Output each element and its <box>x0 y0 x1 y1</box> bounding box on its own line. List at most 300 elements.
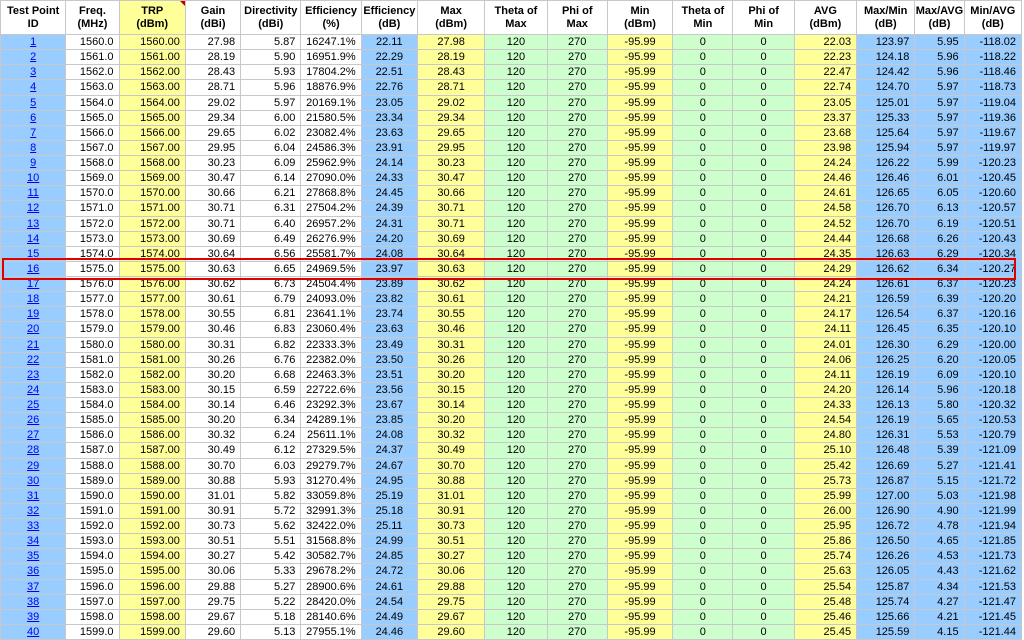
cell-min-avg[interactable]: -119.36 <box>964 110 1021 125</box>
cell-avg[interactable]: 22.03 <box>794 35 856 50</box>
cell-trp[interactable]: 1580.00 <box>119 337 185 352</box>
cell-test-point-id[interactable] <box>1 473 66 488</box>
cell-theta-of-max[interactable]: 120 <box>485 488 547 503</box>
cell-phi-of-max[interactable]: 270 <box>547 156 607 171</box>
cell-theta-of-min[interactable]: 0 <box>673 458 733 473</box>
cell-theta-of-max[interactable]: 120 <box>485 413 547 428</box>
cell-trp[interactable]: 1562.00 <box>119 65 185 80</box>
cell-avg[interactable]: 23.37 <box>794 110 856 125</box>
cell-freq[interactable]: 1572.0 <box>66 216 119 231</box>
cell-min-avg[interactable]: -120.05 <box>964 352 1021 367</box>
cell-freq[interactable]: 1578.0 <box>66 307 119 322</box>
cell-gain[interactable]: 30.71 <box>185 201 240 216</box>
cell-trp[interactable]: 1563.00 <box>119 80 185 95</box>
cell-max-min[interactable]: 126.14 <box>857 382 915 397</box>
cell-phi-of-min[interactable]: 0 <box>733 231 794 246</box>
cell-gain[interactable]: 29.88 <box>185 579 240 594</box>
cell-test-point-id[interactable] <box>1 110 66 125</box>
cell-test-point-id[interactable] <box>1 337 66 352</box>
cell-min-avg[interactable]: -121.98 <box>964 488 1021 503</box>
cell-theta-of-max[interactable]: 120 <box>485 140 547 155</box>
cell-directivity[interactable]: 5.33 <box>241 564 301 579</box>
cell-efficiency-percent[interactable]: 16247.1% <box>301 35 361 50</box>
cell-test-point-id[interactable] <box>1 261 66 276</box>
cell-efficiency-percent[interactable]: 27504.2% <box>301 201 361 216</box>
cell-efficiency-db[interactable]: 23.85 <box>361 413 417 428</box>
cell-trp[interactable]: 1596.00 <box>119 579 185 594</box>
cell-max[interactable]: 30.61 <box>417 292 484 307</box>
test-point-link[interactable]: 9 <box>30 157 37 170</box>
cell-phi-of-max[interactable]: 270 <box>547 534 607 549</box>
cell-theta-of-max[interactable]: 120 <box>485 186 547 201</box>
cell-freq[interactable]: 1589.0 <box>66 473 119 488</box>
cell-efficiency-percent[interactable]: 24093.0% <box>301 292 361 307</box>
cell-max-avg[interactable]: 5.27 <box>915 458 964 473</box>
cell-avg[interactable]: 24.58 <box>794 201 856 216</box>
header-min[interactable] <box>607 1 672 35</box>
cell-min[interactable]: -95.99 <box>607 382 672 397</box>
cell-theta-of-max[interactable]: 120 <box>485 382 547 397</box>
cell-freq[interactable]: 1582.0 <box>66 367 119 382</box>
cell-gain[interactable]: 29.34 <box>185 110 240 125</box>
cell-min[interactable]: -95.99 <box>607 277 672 292</box>
cell-test-point-id[interactable] <box>1 458 66 473</box>
cell-avg[interactable]: 25.54 <box>794 579 856 594</box>
cell-directivity[interactable]: 6.49 <box>241 231 301 246</box>
cell-gain[interactable]: 30.71 <box>185 216 240 231</box>
cell-theta-of-max[interactable]: 120 <box>485 125 547 140</box>
cell-avg[interactable]: 24.54 <box>794 413 856 428</box>
test-point-link[interactable]: 3 <box>30 66 37 79</box>
cell-test-point-id[interactable] <box>1 428 66 443</box>
cell-trp[interactable]: 1579.00 <box>119 322 185 337</box>
cell-efficiency-db[interactable]: 24.33 <box>361 171 417 186</box>
cell-min-avg[interactable]: -120.45 <box>964 171 1021 186</box>
cell-efficiency-db[interactable]: 24.08 <box>361 246 417 261</box>
cell-min-avg[interactable]: -121.62 <box>964 564 1021 579</box>
cell-theta-of-max[interactable]: 120 <box>485 503 547 518</box>
cell-min-avg[interactable]: -120.18 <box>964 382 1021 397</box>
cell-avg[interactable]: 25.45 <box>794 624 856 639</box>
cell-min[interactable]: -95.99 <box>607 65 672 80</box>
cell-min[interactable]: -95.99 <box>607 473 672 488</box>
cell-max-min[interactable]: 123.97 <box>857 35 915 50</box>
cell-test-point-id[interactable] <box>1 609 66 624</box>
cell-theta-of-min[interactable]: 0 <box>673 95 733 110</box>
cell-avg[interactable]: 24.52 <box>794 216 856 231</box>
cell-phi-of-max[interactable]: 270 <box>547 458 607 473</box>
cell-min-avg[interactable]: -121.53 <box>964 579 1021 594</box>
cell-phi-of-max[interactable]: 270 <box>547 428 607 443</box>
cell-theta-of-max[interactable]: 120 <box>485 80 547 95</box>
cell-phi-of-max[interactable]: 270 <box>547 171 607 186</box>
cell-efficiency-db[interactable]: 23.67 <box>361 398 417 413</box>
cell-trp[interactable]: 1589.00 <box>119 473 185 488</box>
cell-efficiency-db[interactable]: 24.39 <box>361 201 417 216</box>
cell-efficiency-percent[interactable]: 27329.5% <box>301 443 361 458</box>
cell-max[interactable]: 30.26 <box>417 352 484 367</box>
test-point-link[interactable]: 38 <box>27 595 40 608</box>
cell-max[interactable]: 30.31 <box>417 337 484 352</box>
cell-min[interactable]: -95.99 <box>607 534 672 549</box>
test-point-link[interactable]: 27 <box>27 429 40 442</box>
cell-trp[interactable]: 1573.00 <box>119 231 185 246</box>
cell-theta-of-min[interactable]: 0 <box>673 443 733 458</box>
cell-min[interactable]: -95.99 <box>607 216 672 231</box>
cell-min[interactable]: -95.99 <box>607 201 672 216</box>
cell-theta-of-max[interactable]: 120 <box>485 579 547 594</box>
cell-freq[interactable]: 1597.0 <box>66 594 119 609</box>
cell-gain[interactable]: 30.73 <box>185 519 240 534</box>
cell-test-point-id[interactable] <box>1 125 66 140</box>
cell-gain[interactable]: 30.69 <box>185 231 240 246</box>
cell-gain[interactable]: 30.88 <box>185 473 240 488</box>
cell-min[interactable]: -95.99 <box>607 609 672 624</box>
cell-trp[interactable]: 1582.00 <box>119 367 185 382</box>
cell-avg[interactable]: 24.20 <box>794 382 856 397</box>
cell-directivity[interactable]: 5.97 <box>241 95 301 110</box>
cell-freq[interactable]: 1596.0 <box>66 579 119 594</box>
cell-phi-of-min[interactable]: 0 <box>733 201 794 216</box>
cell-directivity[interactable]: 6.12 <box>241 443 301 458</box>
test-point-link[interactable]: 10 <box>27 172 40 185</box>
cell-trp[interactable]: 1570.00 <box>119 186 185 201</box>
cell-efficiency-percent[interactable]: 28420.0% <box>301 594 361 609</box>
cell-max[interactable]: 30.49 <box>417 443 484 458</box>
cell-theta-of-max[interactable]: 120 <box>485 261 547 276</box>
cell-freq[interactable]: 1575.0 <box>66 261 119 276</box>
test-point-link[interactable]: 32 <box>27 504 40 517</box>
test-point-link[interactable]: 26 <box>27 414 40 427</box>
cell-theta-of-min[interactable]: 0 <box>673 488 733 503</box>
cell-max-min[interactable]: 126.46 <box>857 171 915 186</box>
cell-trp[interactable]: 1590.00 <box>119 488 185 503</box>
cell-efficiency-db[interactable]: 23.63 <box>361 322 417 337</box>
cell-avg[interactable]: 22.23 <box>794 50 856 65</box>
cell-efficiency-db[interactable]: 24.20 <box>361 231 417 246</box>
cell-gain[interactable]: 30.47 <box>185 171 240 186</box>
cell-trp[interactable]: 1574.00 <box>119 246 185 261</box>
cell-theta-of-min[interactable]: 0 <box>673 609 733 624</box>
cell-trp[interactable]: 1578.00 <box>119 307 185 322</box>
cell-max-min[interactable]: 126.45 <box>857 322 915 337</box>
cell-min-avg[interactable]: -121.73 <box>964 549 1021 564</box>
test-point-link[interactable]: 40 <box>27 625 40 638</box>
test-point-link[interactable]: 29 <box>27 459 40 472</box>
cell-phi-of-max[interactable]: 270 <box>547 140 607 155</box>
header-max-min[interactable] <box>857 1 915 35</box>
cell-phi-of-max[interactable]: 270 <box>547 609 607 624</box>
cell-directivity[interactable]: 6.40 <box>241 216 301 231</box>
cell-phi-of-max[interactable]: 270 <box>547 322 607 337</box>
cell-theta-of-min[interactable]: 0 <box>673 201 733 216</box>
cell-phi-of-min[interactable]: 0 <box>733 171 794 186</box>
test-point-link[interactable]: 16 <box>27 262 40 275</box>
cell-directivity[interactable]: 5.42 <box>241 549 301 564</box>
header-theta-of-min[interactable] <box>673 1 733 35</box>
cell-phi-of-max[interactable]: 270 <box>547 398 607 413</box>
cell-directivity[interactable]: 6.73 <box>241 277 301 292</box>
cell-phi-of-min[interactable]: 0 <box>733 246 794 261</box>
cell-max[interactable]: 30.46 <box>417 322 484 337</box>
cell-max[interactable]: 30.88 <box>417 473 484 488</box>
cell-trp[interactable]: 1568.00 <box>119 156 185 171</box>
cell-trp[interactable]: 1565.00 <box>119 110 185 125</box>
cell-max-min[interactable]: 126.19 <box>857 413 915 428</box>
cell-min-avg[interactable]: -120.20 <box>964 292 1021 307</box>
cell-efficiency-percent[interactable]: 26276.9% <box>301 231 361 246</box>
cell-gain[interactable]: 31.01 <box>185 488 240 503</box>
test-point-link[interactable]: 23 <box>27 368 40 381</box>
cell-max-avg[interactable]: 4.53 <box>915 549 964 564</box>
cell-theta-of-min[interactable]: 0 <box>673 246 733 261</box>
cell-phi-of-min[interactable]: 0 <box>733 322 794 337</box>
cell-max[interactable]: 29.88 <box>417 579 484 594</box>
cell-min[interactable]: -95.99 <box>607 352 672 367</box>
test-point-link[interactable]: 36 <box>27 565 40 578</box>
cell-gain[interactable]: 30.26 <box>185 352 240 367</box>
cell-efficiency-percent[interactable]: 32991.3% <box>301 503 361 518</box>
cell-phi-of-max[interactable]: 270 <box>547 337 607 352</box>
cell-phi-of-max[interactable]: 270 <box>547 579 607 594</box>
cell-theta-of-min[interactable]: 0 <box>673 382 733 397</box>
test-point-link[interactable]: 6 <box>30 111 37 124</box>
cell-efficiency-percent[interactable]: 33059.8% <box>301 488 361 503</box>
cell-freq[interactable]: 1586.0 <box>66 428 119 443</box>
cell-directivity[interactable]: 5.72 <box>241 503 301 518</box>
cell-test-point-id[interactable] <box>1 488 66 503</box>
cell-theta-of-max[interactable]: 120 <box>485 65 547 80</box>
cell-trp[interactable]: 1585.00 <box>119 413 185 428</box>
cell-theta-of-max[interactable]: 120 <box>485 95 547 110</box>
cell-efficiency-percent[interactable]: 29678.2% <box>301 564 361 579</box>
cell-max-avg[interactable]: 5.96 <box>915 382 964 397</box>
cell-phi-of-max[interactable]: 270 <box>547 519 607 534</box>
cell-directivity[interactable]: 6.46 <box>241 398 301 413</box>
cell-trp[interactable]: 1599.00 <box>119 624 185 639</box>
cell-efficiency-db[interactable]: 24.61 <box>361 579 417 594</box>
cell-efficiency-db[interactable]: 23.50 <box>361 352 417 367</box>
test-point-link[interactable]: 14 <box>27 232 40 245</box>
cell-theta-of-max[interactable]: 120 <box>485 337 547 352</box>
cell-max-avg[interactable]: 6.39 <box>915 292 964 307</box>
cell-efficiency-percent[interactable]: 24586.3% <box>301 140 361 155</box>
cell-min-avg[interactable]: -119.67 <box>964 125 1021 140</box>
cell-theta-of-max[interactable]: 120 <box>485 307 547 322</box>
cell-efficiency-db[interactable]: 23.89 <box>361 277 417 292</box>
cell-efficiency-db[interactable]: 24.49 <box>361 609 417 624</box>
cell-max-min[interactable]: 126.90 <box>857 503 915 518</box>
cell-phi-of-max[interactable]: 270 <box>547 201 607 216</box>
cell-trp[interactable]: 1560.00 <box>119 35 185 50</box>
cell-min[interactable]: -95.99 <box>607 292 672 307</box>
cell-gain[interactable]: 30.61 <box>185 292 240 307</box>
cell-min-avg[interactable]: -118.22 <box>964 50 1021 65</box>
cell-avg[interactable]: 24.11 <box>794 322 856 337</box>
test-point-link[interactable]: 12 <box>27 202 40 215</box>
header-max-avg[interactable] <box>915 1 964 35</box>
cell-freq[interactable]: 1566.0 <box>66 125 119 140</box>
cell-efficiency-percent[interactable]: 16951.9% <box>301 50 361 65</box>
cell-max-min[interactable]: 126.19 <box>857 367 915 382</box>
cell-max-min[interactable]: 126.22 <box>857 156 915 171</box>
cell-trp[interactable]: 1576.00 <box>119 277 185 292</box>
cell-avg[interactable]: 24.46 <box>794 171 856 186</box>
cell-avg[interactable]: 25.46 <box>794 609 856 624</box>
cell-min[interactable]: -95.99 <box>607 413 672 428</box>
header-gain[interactable] <box>185 1 240 35</box>
cell-max-avg[interactable]: 6.20 <box>915 352 964 367</box>
cell-max-min[interactable]: 126.30 <box>857 337 915 352</box>
cell-theta-of-min[interactable]: 0 <box>673 519 733 534</box>
cell-efficiency-db[interactable]: 24.46 <box>361 624 417 639</box>
cell-test-point-id[interactable] <box>1 95 66 110</box>
cell-theta-of-max[interactable]: 120 <box>485 292 547 307</box>
cell-efficiency-percent[interactable]: 27955.1% <box>301 624 361 639</box>
cell-phi-of-min[interactable]: 0 <box>733 307 794 322</box>
cell-trp[interactable]: 1592.00 <box>119 519 185 534</box>
cell-phi-of-max[interactable]: 270 <box>547 503 607 518</box>
cell-theta-of-max[interactable]: 120 <box>485 35 547 50</box>
cell-max-min[interactable]: 125.66 <box>857 609 915 624</box>
cell-max[interactable]: 30.64 <box>417 246 484 261</box>
cell-max-min[interactable]: 125.87 <box>857 579 915 594</box>
cell-gain[interactable]: 30.70 <box>185 458 240 473</box>
cell-theta-of-min[interactable]: 0 <box>673 413 733 428</box>
cell-max[interactable]: 31.01 <box>417 488 484 503</box>
header-phi-of-min[interactable] <box>733 1 794 35</box>
cell-min-avg[interactable]: -121.45 <box>964 609 1021 624</box>
cell-test-point-id[interactable] <box>1 156 66 171</box>
cell-max[interactable]: 30.32 <box>417 428 484 443</box>
cell-min-avg[interactable]: -120.79 <box>964 428 1021 443</box>
cell-gain[interactable]: 30.63 <box>185 261 240 276</box>
cell-efficiency-percent[interactable]: 31270.4% <box>301 473 361 488</box>
cell-phi-of-min[interactable]: 0 <box>733 473 794 488</box>
test-point-link[interactable]: 13 <box>27 217 40 230</box>
cell-min[interactable]: -95.99 <box>607 594 672 609</box>
cell-avg[interactable]: 24.24 <box>794 156 856 171</box>
cell-max[interactable]: 28.19 <box>417 50 484 65</box>
cell-test-point-id[interactable] <box>1 367 66 382</box>
cell-max-avg[interactable]: 5.97 <box>915 140 964 155</box>
cell-theta-of-max[interactable]: 120 <box>485 624 547 639</box>
cell-avg[interactable]: 25.86 <box>794 534 856 549</box>
cell-test-point-id[interactable] <box>1 307 66 322</box>
cell-theta-of-min[interactable]: 0 <box>673 352 733 367</box>
cell-min[interactable]: -95.99 <box>607 458 672 473</box>
cell-phi-of-min[interactable]: 0 <box>733 534 794 549</box>
cell-max-min[interactable]: 126.05 <box>857 564 915 579</box>
cell-test-point-id[interactable] <box>1 50 66 65</box>
cell-directivity[interactable]: 6.82 <box>241 337 301 352</box>
cell-max-avg[interactable]: 5.97 <box>915 80 964 95</box>
cell-efficiency-percent[interactable]: 23060.4% <box>301 322 361 337</box>
cell-gain[interactable]: 30.20 <box>185 413 240 428</box>
cell-efficiency-db[interactable]: 25.18 <box>361 503 417 518</box>
cell-phi-of-max[interactable]: 270 <box>547 473 607 488</box>
cell-theta-of-min[interactable]: 0 <box>673 125 733 140</box>
cell-gain[interactable]: 28.19 <box>185 50 240 65</box>
cell-freq[interactable]: 1593.0 <box>66 534 119 549</box>
cell-max[interactable]: 30.20 <box>417 367 484 382</box>
cell-avg[interactable]: 25.63 <box>794 564 856 579</box>
cell-max-avg[interactable]: 5.99 <box>915 156 964 171</box>
cell-efficiency-db[interactable]: 22.11 <box>361 35 417 50</box>
cell-efficiency-percent[interactable]: 25611.1% <box>301 428 361 443</box>
cell-max[interactable]: 30.69 <box>417 231 484 246</box>
cell-max-avg[interactable]: 5.96 <box>915 65 964 80</box>
cell-theta-of-max[interactable]: 120 <box>485 473 547 488</box>
cell-min[interactable]: -95.99 <box>607 307 672 322</box>
test-point-link[interactable]: 18 <box>27 293 40 306</box>
cell-phi-of-max[interactable]: 270 <box>547 307 607 322</box>
cell-min[interactable]: -95.99 <box>607 171 672 186</box>
cell-avg[interactable]: 24.44 <box>794 231 856 246</box>
cell-min[interactable]: -95.99 <box>607 624 672 639</box>
cell-max[interactable]: 30.71 <box>417 216 484 231</box>
cell-directivity[interactable]: 6.14 <box>241 171 301 186</box>
cell-max[interactable]: 30.47 <box>417 171 484 186</box>
cell-max-avg[interactable]: 4.90 <box>915 503 964 518</box>
cell-efficiency-percent[interactable]: 28140.6% <box>301 609 361 624</box>
header-theta-of-max[interactable] <box>485 1 547 35</box>
cell-phi-of-min[interactable]: 0 <box>733 292 794 307</box>
cell-max[interactable]: 29.67 <box>417 609 484 624</box>
test-point-link[interactable]: 8 <box>30 141 37 154</box>
cell-efficiency-percent[interactable]: 24504.4% <box>301 277 361 292</box>
cell-phi-of-max[interactable]: 270 <box>547 624 607 639</box>
cell-test-point-id[interactable] <box>1 594 66 609</box>
cell-theta-of-min[interactable]: 0 <box>673 534 733 549</box>
cell-freq[interactable]: 1570.0 <box>66 186 119 201</box>
cell-min-avg[interactable]: -121.85 <box>964 534 1021 549</box>
cell-avg[interactable]: 23.05 <box>794 95 856 110</box>
cell-phi-of-max[interactable]: 270 <box>547 277 607 292</box>
cell-test-point-id[interactable] <box>1 216 66 231</box>
cell-max[interactable]: 30.06 <box>417 564 484 579</box>
cell-max[interactable]: 27.98 <box>417 35 484 50</box>
cell-min[interactable]: -95.99 <box>607 564 672 579</box>
cell-theta-of-min[interactable]: 0 <box>673 292 733 307</box>
cell-max-min[interactable]: 125.94 <box>857 140 915 155</box>
cell-freq[interactable]: 1563.0 <box>66 80 119 95</box>
cell-max-min[interactable]: 126.59 <box>857 292 915 307</box>
cell-max-avg[interactable]: 6.26 <box>915 231 964 246</box>
cell-phi-of-min[interactable]: 0 <box>733 110 794 125</box>
cell-max-avg[interactable]: 6.35 <box>915 322 964 337</box>
cell-directivity[interactable]: 5.18 <box>241 609 301 624</box>
cell-efficiency-percent[interactable]: 20169.1% <box>301 95 361 110</box>
cell-efficiency-db[interactable]: 23.74 <box>361 307 417 322</box>
cell-freq[interactable]: 1571.0 <box>66 201 119 216</box>
cell-max-min[interactable]: 126.70 <box>857 216 915 231</box>
cell-efficiency-db[interactable]: 24.08 <box>361 428 417 443</box>
cell-max-min[interactable]: 125.59 <box>857 624 915 639</box>
test-point-link[interactable]: 31 <box>27 489 40 502</box>
cell-efficiency-db[interactable]: 23.05 <box>361 95 417 110</box>
cell-max[interactable]: 29.95 <box>417 140 484 155</box>
cell-efficiency-percent[interactable]: 23082.4% <box>301 125 361 140</box>
cell-phi-of-max[interactable]: 270 <box>547 352 607 367</box>
cell-efficiency-percent[interactable]: 23292.3% <box>301 398 361 413</box>
cell-min-avg[interactable]: -121.41 <box>964 458 1021 473</box>
cell-phi-of-min[interactable]: 0 <box>733 624 794 639</box>
cell-trp[interactable]: 1584.00 <box>119 398 185 413</box>
cell-theta-of-max[interactable]: 120 <box>485 458 547 473</box>
cell-phi-of-max[interactable]: 270 <box>547 443 607 458</box>
cell-trp[interactable]: 1561.00 <box>119 50 185 65</box>
